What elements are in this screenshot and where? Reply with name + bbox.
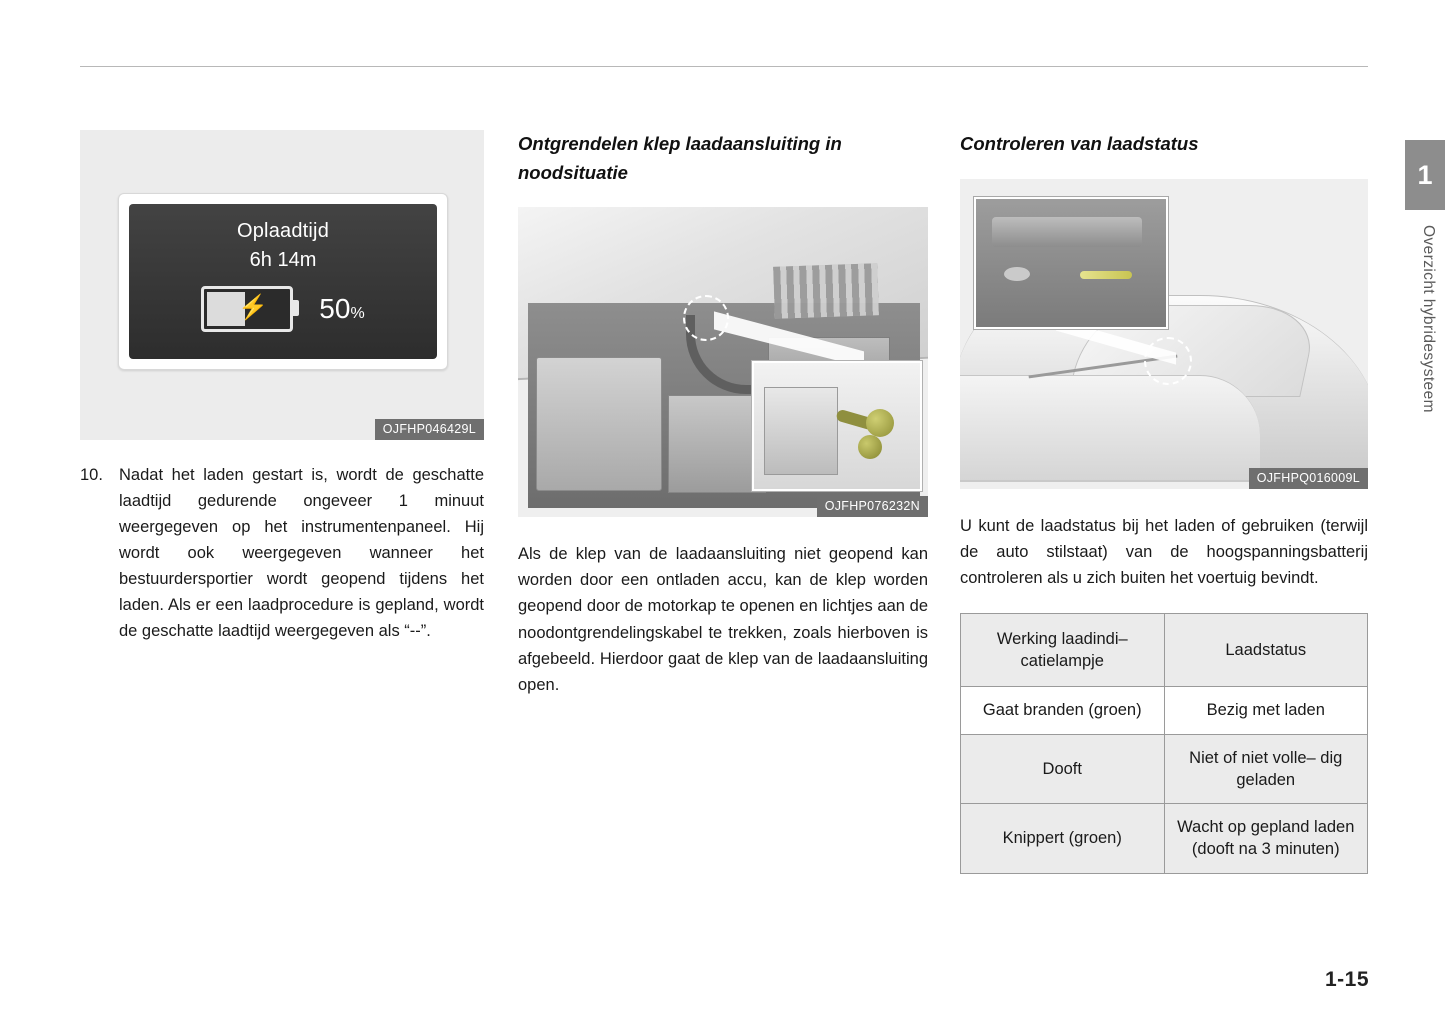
battery-percent-value: 50 bbox=[319, 293, 351, 324]
table-header-indicator: Werking laadindi– catielampje bbox=[961, 613, 1165, 687]
list-number: 10. bbox=[80, 466, 103, 484]
section-heading-emergency-release: Ontgrendelen klep laadaansluiting in noodsituatie bbox=[518, 133, 842, 183]
section-heading-charge-status: Controleren van laadstatus bbox=[960, 133, 1199, 154]
battery-percent bbox=[319, 293, 364, 325]
figure-charge-time bbox=[80, 130, 484, 440]
highlight-circle bbox=[1144, 337, 1192, 385]
cell-indicator: Dooft bbox=[961, 734, 1165, 804]
table-row bbox=[961, 687, 1368, 734]
car-hood-shape bbox=[960, 375, 1260, 480]
cable-knob bbox=[866, 409, 894, 437]
inset-release-cable bbox=[752, 361, 922, 491]
table-header-status: Laadstatus bbox=[1164, 613, 1368, 687]
cluster-charge-time-value: 6h 14m bbox=[249, 249, 317, 271]
inset-component bbox=[764, 387, 838, 475]
numbered-paragraph bbox=[80, 462, 484, 644]
paragraph-emergency-release: Als de klep van de laadaansluiting niet geopend kan worden door een ontladen accu, kan de klep worden geopend door de motorkap te openen en lichtjes aan de noodontgrendelingskabel te trekken, zoals hierboven is afgebeeld. Hierdoor gaat de klep van de laadaansluiting open. bbox=[518, 545, 928, 694]
figure-code-label: OJFHPQ016009L bbox=[1249, 468, 1368, 489]
cable-knob-secondary bbox=[858, 435, 882, 459]
figure-code-label: OJFHP076232N bbox=[817, 496, 928, 517]
inset-dash-strip bbox=[992, 217, 1142, 247]
column-three bbox=[960, 130, 1368, 874]
charge-status-table bbox=[960, 613, 1368, 874]
column-one bbox=[80, 130, 484, 644]
table-header-row bbox=[961, 613, 1368, 687]
cell-status: Niet of niet volle– dig geladen bbox=[1164, 734, 1368, 804]
figure-vehicle-charge-indicator bbox=[960, 179, 1368, 489]
cell-indicator: Gaat branden (groen) bbox=[961, 687, 1165, 734]
column-two bbox=[518, 130, 928, 714]
chapter-tab bbox=[1405, 140, 1445, 210]
figure-code-label: OJFHP046429L bbox=[375, 419, 484, 440]
page-number: 1-15 bbox=[1324, 968, 1369, 991]
header-divider bbox=[80, 66, 1368, 67]
cluster-screen bbox=[129, 204, 437, 359]
inset-indicator-lamp bbox=[974, 197, 1168, 329]
engine-grid-detail bbox=[773, 264, 879, 320]
chapter-tab-number: 1 bbox=[1417, 159, 1433, 190]
instrument-cluster-graphic bbox=[118, 193, 448, 370]
cell-status: Bezig met laden bbox=[1164, 687, 1368, 734]
cluster-charge-time-label: Oplaadtijd bbox=[236, 220, 330, 242]
cluster-battery-row bbox=[129, 286, 437, 332]
lightning-bolt-icon: ⚡ bbox=[238, 294, 269, 321]
battery-icon bbox=[201, 286, 293, 332]
table-row bbox=[961, 734, 1368, 804]
list-text: Nadat het laden gestart is, wordt de geschatte laadtijd gedurende ongeveer 1 minuut weergegeven op het instrumentenpaneel. Hij wordt ook weergegeven wanneer het bestuurdersportier wordt geopend tijdens het laden. Als er een laadprocedure is gepland, wordt de geschatte laadtijd weergegeven als “--”. bbox=[119, 466, 484, 641]
engine-component-a bbox=[536, 357, 662, 491]
cell-status: Wacht op gepland laden (dooft na 3 minuten) bbox=[1164, 804, 1368, 874]
table-row bbox=[961, 804, 1368, 874]
paragraph-charge-status: U kunt de laadstatus bij het laden of gebruiken (terwijl de auto stilstaat) van de hoogspanningsbatterij controleren als u zich buiten het voertuig bevindt. bbox=[960, 516, 1368, 587]
percent-symbol: % bbox=[350, 305, 365, 322]
figure-engine-bay bbox=[518, 207, 928, 517]
cell-indicator: Knippert (groen) bbox=[961, 804, 1165, 874]
charge-indicator-lamp bbox=[1080, 271, 1132, 279]
chapter-side-label: Overzicht hybridesysteem bbox=[1420, 225, 1437, 413]
inset-sensor bbox=[1004, 267, 1030, 281]
